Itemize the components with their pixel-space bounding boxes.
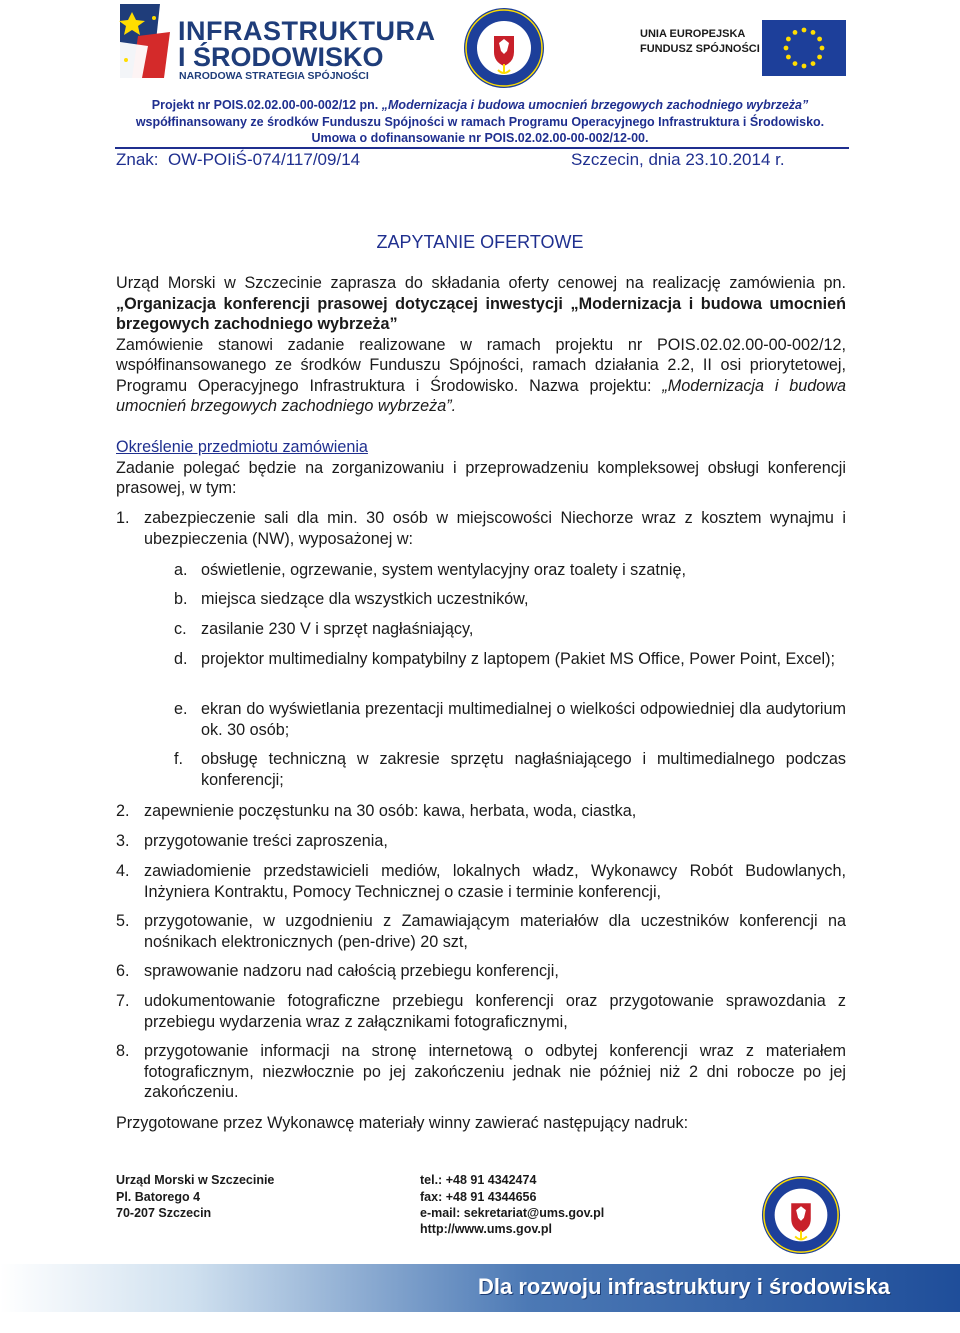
list-item-number: 4. [116, 862, 130, 880]
list-item-number: 6. [116, 962, 130, 980]
sub-item-text: zasilanie 230 V i sprzęt nagłaśniający, [201, 620, 474, 638]
footer-fax: fax: +48 91 4344656 [420, 1190, 537, 1204]
footer-name: Urząd Morski w Szczecinie [116, 1173, 275, 1187]
list-item-number: 5. [116, 912, 130, 930]
sub-item-letter: b. [174, 590, 188, 608]
sub-item-text: miejsca siedzące dla wszystkich uczestników, [201, 590, 529, 608]
footer-city: 70-207 Szczecin [116, 1206, 212, 1220]
list-item-number: 3. [116, 832, 130, 850]
maritime-office-seal-icon [462, 6, 546, 90]
list-item-number: 2. [116, 802, 130, 820]
list-item-text: udokumentowanie fotograficzne przebiegu konferencji oraz przygotowanie sprawozdania z przebiegu wydarzenia wraz z załącznikami fotograficznymi, [144, 992, 846, 1031]
sub-item-letter: d. [174, 650, 188, 668]
sub-item-text: ekran do wyświetlania prezentacji multimedialnej o wielkości odpowiedniej dla audytorium ok. 30 osób; [201, 700, 846, 739]
infrastruktura-logo-icon [118, 2, 170, 80]
sub-item-letter: e. [174, 700, 188, 718]
list-item-text: przygotowanie informacji na stronę internetową o odbytej konferencji wraz z materiałem fotograficznym, niezwłocznie po jej zakończeniu jednak nie później niż 2 dni robocze po jej zakończeniu. [144, 1042, 846, 1101]
sub-item-text: projektor multimedialny kompatybilny z laptopem (Pakiet MS Office, Power Point, Excel); [201, 650, 835, 668]
infrastruktura-logo [118, 2, 436, 84]
project-line-2: współfinansowany ze środków Funduszu Spójności w ramach Programu Operacyjnego Infrastruktura i Środowisko. [135, 115, 825, 129]
section [116, 437, 846, 499]
maritime-office-seal-footer [760, 1174, 842, 1256]
document-title: ZAPYTANIE OFERTOWE [376, 232, 584, 252]
eu-flag-icon [762, 20, 846, 76]
maritime-office-seal [462, 6, 546, 90]
logo-left-line2: I ŚRODOWISKO [178, 42, 384, 72]
list-item-text: zawiadomienie przedstawicieli mediów, lokalnych władz, Wykonawcy Robót Budowlanych, Inżyniera Kontraktu, Pomocy Technicznej o czasie i terminie konferencji, [144, 862, 846, 901]
maritime-office-seal-icon [760, 1174, 842, 1256]
sub-item-text: obsługę techniczną w zakresie sprzętu nagłaśniającego i multimedialnego podczas konferencji; [201, 750, 846, 789]
project-line-3: Umowa o dofinansowanie nr POIS.02.02.00-00-002/12-00. [311, 131, 649, 145]
document-date: Szczecin, dnia 23.10.2014 r. [571, 150, 785, 169]
list-item-text: przygotowanie treści zaproszenia, [144, 832, 388, 850]
list-item-number: 7. [116, 992, 130, 1010]
footer-tel: tel.: +48 91 4342474 [420, 1173, 537, 1187]
intro [116, 273, 846, 417]
sub-item-letter: c. [174, 620, 187, 638]
intro-p2-text: Zamówienie stanowi zadanie realizowane w ramach projektu nr POIS.02.02.00-00-002/12, współfinansowanego ze środków Funduszu Spójności, ramach działania 2.2, II osi priorytetowej, Programu Operacyjnego Infrastruktura i Środowisko. Nazwa projektu: [116, 335, 846, 395]
header-divider [115, 147, 849, 149]
document-sign: Znak: OW-POIiŚ-074/117/09/14 [116, 150, 361, 169]
eu-logo-line1: UNIA EUROPEJSKA [640, 28, 746, 40]
list-item-text: przygotowanie, w uzgodnieniu z Zamawiającym materiałów dla uczestników konferencji na nośnikach elektronicznych (pen-drive) 20 szt, [144, 912, 846, 951]
list-item-text: sprawowanie nadzoru nad całością przebiegu konferencji, [144, 962, 559, 980]
logo-left-line1: INFRASTRUKTURA [178, 16, 436, 46]
footer-website[interactable]: http://www.ums.gov.pl [420, 1222, 552, 1236]
footer-banner-text: Dla rozwoju infrastruktury i środowiska [478, 1274, 890, 1299]
list-item-number: 1. [116, 509, 130, 527]
intro-p2-project: „Modernizacja i budowa umocnień brzegowych zachodniego wybrzeża”. [116, 376, 846, 415]
eu-logo-line2: FUNDUSZ SPÓJNOŚCI [640, 43, 760, 55]
project-line-1a: Projekt nr POIS.02.02.00-00-002/12 pn. [151, 98, 382, 112]
intro-paragraph-2 [116, 335, 846, 417]
sub-item-text: oświetlenie, ogrzewanie, system wentylacyjny oraz toalety i szatnię, [201, 561, 686, 579]
sub-item-letter: a. [174, 561, 188, 579]
closing-text: Przygotowane przez Wykonawcę materiały winny zawierać następujący nadruk: [116, 1114, 689, 1132]
footer-banner [0, 1264, 960, 1312]
list-item-number: 8. [116, 1042, 130, 1060]
eu-logo [640, 2, 850, 72]
intro-p1-subject: „Organizacja konferencji prasowej dotyczącej inwestycji „Modernizacja i budowa umocnień brzegowych zachodniego wybrzeża” [116, 294, 846, 333]
project-line-1 [0, 98, 960, 112]
footer-email[interactable]: e-mail: sekretariat@ums.gov.pl [420, 1206, 605, 1220]
logo-left-line3: NARODOWA STRATEGIA SPÓJNOŚCI [179, 70, 369, 82]
intro-paragraph-1 [116, 273, 846, 335]
list-item-text: zabezpieczenie sali dla min. 30 osób w miejscowości Niechorze wraz z kosztem wynajmu i ubezpieczenia (NW), wyposażonej w: [144, 509, 846, 548]
sub-item-letter: f. [174, 750, 183, 768]
intro-p1-text: Urząd Morski w Szczecinie zaprasza do składania oferty cenowej na realizację zamówienia pn. [116, 274, 846, 292]
project-line-1b: „Modernizacja i budowa umocnień brzegowych zachodniego wybrzeża” [381, 98, 809, 112]
section-lead: Zadanie polegać będzie na zorganizowaniu i przeprowadzeniu kompleksowej obsługi konferencji prasowej, w tym: [116, 458, 846, 497]
list-item-text: zapewnienie poczęstunku na 30 osób: kawa, herbata, woda, ciastka, [144, 802, 637, 820]
footer-street: Pl. Batorego 4 [116, 1190, 201, 1204]
section-heading: Określenie przedmiotu zamówienia [116, 438, 368, 456]
